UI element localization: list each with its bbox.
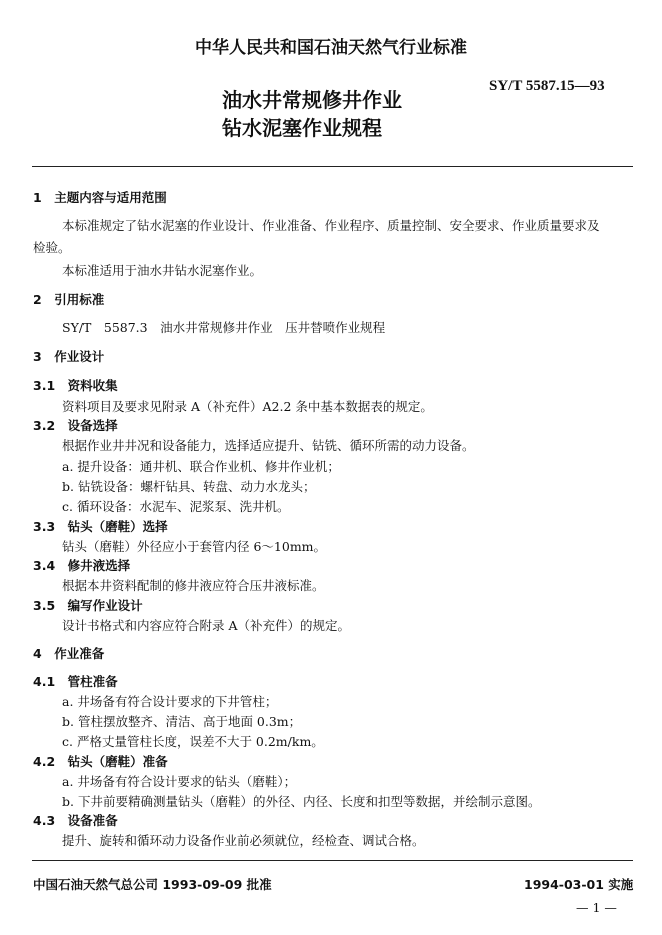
section-1-paragraph-1: 本标准规定了钻水泥塞的作业设计、作业准备、作业程序、质量控制、安全要求、作业质量要求及 bbox=[62, 218, 600, 233]
section-2-reference: SY/T 5587.3 油水井常规修井作业 压井替喷作业规程 bbox=[62, 320, 386, 335]
section-4-1-item-a: a. 井场备有符合设计要求的下井管柱； bbox=[62, 694, 278, 709]
section-4-3-text: 提升、旋转和循环动力设备作业前必须就位，经检查、调试合格。 bbox=[62, 833, 425, 848]
section-4-3-heading: 4.3 设备准备 bbox=[33, 813, 118, 828]
approval-statement: 中国石油天然气总公司 1993-09-09 批准 bbox=[33, 877, 272, 892]
section-3-2-heading: 3.2 设备选择 bbox=[33, 418, 118, 433]
page-number: — 1 — bbox=[576, 900, 617, 915]
section-4-2-item-b: b. 下井前要精确测量钻头（磨鞋）的外径、内径、长度和扣型等数据，并绘制示意图。 bbox=[62, 794, 541, 809]
section-3-2-item-b: b. 钻铣设备：螺杆钻具、转盘、动力水龙头； bbox=[62, 479, 316, 494]
section-3-5-text: 设计书格式和内容应符合附录 A（补充件）的规定。 bbox=[62, 618, 351, 633]
section-3-2-text: 根据作业井井况和设备能力，选择适应提升、钻铣、循环所需的动力设备。 bbox=[62, 438, 475, 453]
section-3-1-heading: 3.1 资料收集 bbox=[33, 378, 118, 393]
standard-code: SY/T 5587.15—93 bbox=[489, 78, 605, 94]
section-3-2-item-c: c. 循环设备：水泥车、泥浆泵、洗井机。 bbox=[62, 499, 290, 514]
section-4-1-item-b: b. 管柱摆放整齐、清洁、高于地面 0.3m； bbox=[62, 714, 302, 729]
section-4-1-heading: 4.1 管柱准备 bbox=[33, 674, 118, 689]
document-title-line1: 油水井常规修井作业 bbox=[222, 88, 402, 112]
section-4-2-item-a: a. 井场备有符合设计要求的钻头（磨鞋）； bbox=[62, 774, 297, 789]
section-3-4-heading: 3.4 修井液选择 bbox=[33, 558, 131, 573]
section-3-4-text: 根据本井资料配制的修井液应符合压井液标准。 bbox=[62, 578, 325, 593]
header-divider bbox=[32, 166, 633, 167]
section-4-heading: 4 作业准备 bbox=[33, 646, 105, 661]
section-3-3-heading: 3.3 钻头（磨鞋）选择 bbox=[33, 519, 168, 534]
section-1-paragraph-1-cont: 检验。 bbox=[33, 240, 71, 255]
issuing-body-heading: 中华人民共和国石油天然气行业标准 bbox=[195, 38, 467, 58]
section-1-paragraph-2: 本标准适用于油水井钻水泥塞作业。 bbox=[62, 263, 263, 278]
section-2-heading: 2 引用标准 bbox=[33, 292, 105, 307]
section-1-heading: 1 主题内容与适用范围 bbox=[33, 190, 167, 205]
section-3-2-item-a: a. 提升设备：通井机、联合作业机、修井作业机； bbox=[62, 459, 340, 474]
section-3-3-text: 钻头（磨鞋）外径应小于套管内径 6～10mm。 bbox=[62, 539, 327, 554]
section-3-heading: 3 作业设计 bbox=[33, 349, 105, 364]
document-title-line2: 钻水泥塞作业规程 bbox=[222, 116, 382, 140]
section-4-1-item-c: c. 严格丈量管柱长度，误差不大于 0.2m/km。 bbox=[62, 734, 324, 749]
section-4-2-heading: 4.2 钻头（磨鞋）准备 bbox=[33, 754, 168, 769]
section-3-1-text: 资料项目及要求见附录 A（补充件）A2.2 条中基本数据表的规定。 bbox=[62, 399, 433, 414]
effective-date: 1994-03-01 实施 bbox=[524, 877, 634, 892]
section-3-5-heading: 3.5 编写作业设计 bbox=[33, 598, 143, 613]
footer-divider bbox=[32, 860, 633, 861]
